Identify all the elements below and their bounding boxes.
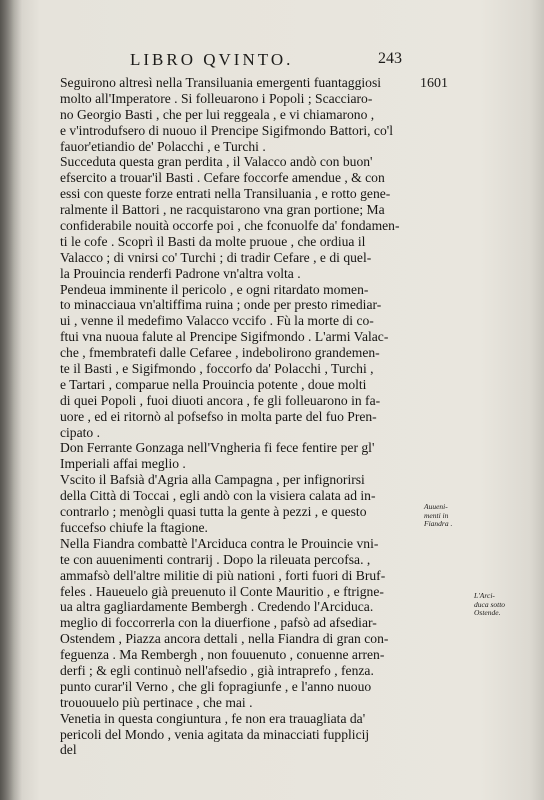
text-line: del: [60, 742, 77, 758]
text-line: ti le cofe . Scoprì il Basti da molte pruoue , che ordiua il: [60, 233, 366, 249]
text-line: ua altra gagliardamente Bembergh . Credendo l'Arciduca.: [60, 599, 374, 615]
margin-note-line: Ostende.: [474, 608, 501, 617]
text-line: cipato .: [60, 424, 101, 440]
text-line: te con auuenimenti contrarij . Dopo la rileuata percofsa. ,: [60, 551, 371, 567]
text-line: e v'introdufsero di nuouo il Prencipe Sigifmondo Battori, co'l: [60, 122, 393, 138]
text-line: derfi ; & egli continuò nell'afsedio , già intraprefo , fenza.: [60, 662, 374, 678]
margin-note-line: menti in: [424, 510, 449, 520]
text-line: pericoli del Mondo , venia agitata da minacciati fupplicij: [60, 726, 370, 742]
page-number: 243: [378, 50, 402, 67]
text-line: ralmente il Battori , ne racquistarono vna gran portione; Ma: [60, 202, 385, 218]
text-line: molto all'Imperatore . Si folleuarono i Popoli ; Scacciaro-: [60, 90, 373, 106]
text-line: Vscito il Bafsià d'Agria alla Campagna , per infignorirsi: [60, 472, 365, 488]
binding-shadow: [0, 0, 22, 800]
text-line: della Città di Toccai , egli andò con la visiera calata ad in-: [60, 488, 376, 504]
text-line: te il Basti , e Sigifmondo , foccorfo da' Polacchi , Turchi ,: [60, 361, 374, 377]
body-text: [60, 75, 422, 758]
text-line: Seguirono altresì nella Transiluania emergenti fuantaggiosi: [60, 75, 382, 90]
text-line: no Georgio Basti , che per lui reggeala , e vi chiamarono ,: [60, 106, 375, 122]
text-line: Valacco ; di vnirsi co' Turchi ; di tradir Cefare , e di quel-: [60, 249, 372, 265]
text-line: Succeduta questa gran perdita , il Valacco andò con buon': [60, 154, 373, 170]
text-line: efsercito a trouar'il Basti . Cefare foccorfe amendue , & con: [60, 170, 385, 186]
text-line: ui , venne il medefimo Valacco vccifo . Fù la morte di co-: [60, 313, 374, 329]
text-line: fauor'etiandio de' Polacchi , e Turchi .: [60, 138, 266, 154]
margin-note-line: L'Arci-: [474, 591, 495, 600]
page-header: [130, 50, 490, 72]
margin-note-line: Fiandra .: [424, 519, 453, 528]
text-line: ftui vna nuoua falute al Prencipe Sigifmondo . L'armi Valac-: [60, 329, 389, 345]
margin-note-line: Auueni-: [424, 502, 448, 511]
text-line: Venetia in questa congiuntura , fe non era trauagliata da': [60, 710, 366, 726]
text-line: essi con queste forze entrati nella Transiluania , e rotto gene-: [60, 186, 391, 202]
text-line: Nella Fiandra combattè l'Arciduca contra le Prouincie vni-: [60, 535, 379, 551]
text-line: to minacciaua vn'altiffima ruina ; onde per presto rimediar-: [60, 297, 382, 313]
text-line: ammafsò dell'altre militie di più nationi , forti fuori di Bruf-: [60, 567, 386, 583]
text-line: di quei Popoli , fuoi diuoti ancora , fe gli folleuarono in fa-: [60, 392, 381, 408]
text-line: confiderabile nouità occorfe poi , che fconuolfe da' fondamen-: [60, 218, 400, 234]
text-line: la Prouincia renderfi Padrone vn'altra volta .: [60, 265, 301, 281]
margin-note-line: duca sotto: [474, 599, 506, 609]
margin-year: 1601: [420, 76, 448, 91]
text-line: che , fmembratefi dalle Cefaree , indebolirono grandemen-: [60, 345, 380, 361]
text-line: punto curar'il Verno , che gli fopragiunfe , e l'anno nuouo: [60, 678, 372, 694]
text-line: contrarlo ; menògli quasi tutta la gente à pezzi , e questo: [60, 504, 367, 520]
running-title: LIBRO QVINTO.: [130, 50, 294, 69]
text-line: meglio di foccorrerla con la diuerfione , pafsò ad afsediar-: [60, 615, 377, 631]
text-line: Ostendem , Piazza ancora dettali , nella Fiandra di gran con-: [60, 631, 389, 647]
text-line: Don Ferrante Gonzaga nell'Vngheria fi fece fentire per gl': [60, 440, 375, 456]
text-line: Pendeua imminente il pericolo , e ogni ritardato momen-: [60, 281, 369, 297]
text-line: feles . Haueuelo già preuenuto il Conte Mauritio , e ftrigne-: [60, 583, 384, 599]
margin-note-arciduca: [474, 592, 518, 618]
margin-note-avvenimenti: [424, 503, 468, 529]
text-line: fuccefso chiufe la ftagione.: [60, 519, 208, 535]
text-line: Imperiali affai meglio .: [60, 456, 186, 472]
text-line: trououuelo più pertinace , che mai .: [60, 694, 253, 710]
text-line: feguenza . Ma Rembergh , non fouuenuto , conuenne arren-: [60, 647, 385, 663]
text-line: uore , ed ei ritornò al pofsefso in molta parte del fuo Pren-: [60, 408, 377, 424]
text-line: e Tartari , comparue nella Prouincia potente , doue molti: [60, 376, 367, 392]
